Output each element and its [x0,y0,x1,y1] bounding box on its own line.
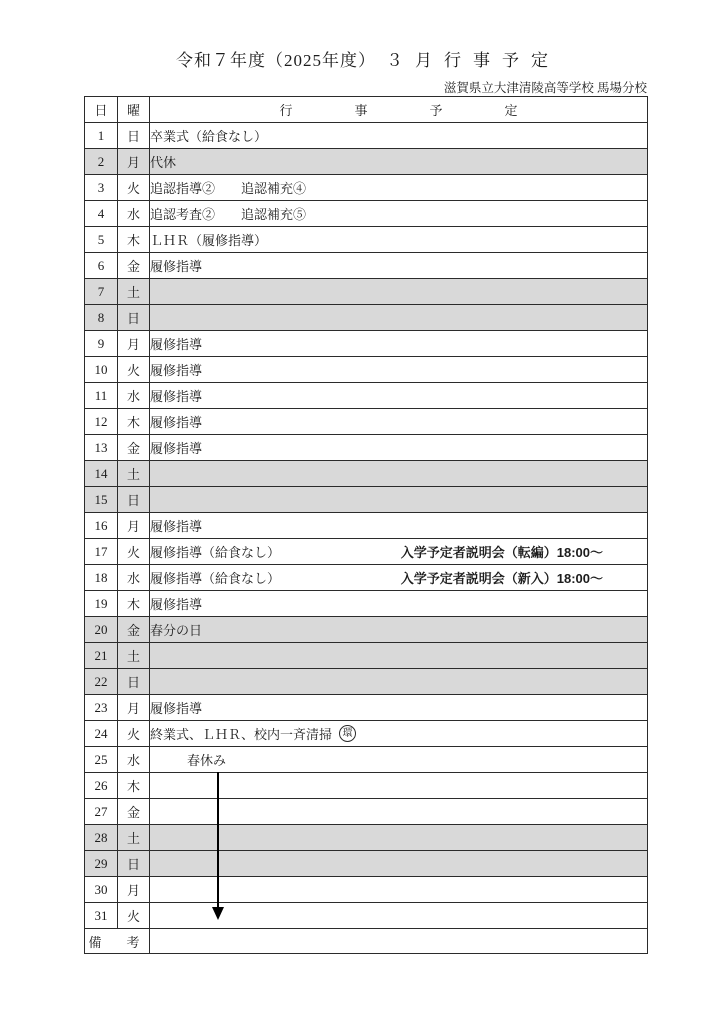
event-cell [150,695,648,721]
event-cell [150,773,648,799]
weekday-cell: 木 [118,227,150,253]
weekday-cell: 木 [118,773,150,799]
table-row [85,591,648,617]
weekday-cell: 水 [118,201,150,227]
event-text: 履修指導 [150,519,203,534]
table-row [85,461,648,487]
event-cell [150,227,648,253]
weekday-cell: 日 [118,851,150,877]
event-cell [150,565,648,591]
day-cell: 6 [85,253,118,279]
event-cell [150,305,648,331]
weekday-cell: 日 [118,123,150,149]
event-text: 代休 [150,155,177,170]
circled-kanji-badge: 環 [339,725,356,742]
table-row [85,409,648,435]
col-header-day: 日 [85,97,118,123]
day-cell: 23 [85,695,118,721]
event-cell [150,903,648,929]
day-cell: 28 [85,825,118,851]
table-row [85,877,648,903]
day-cell: 7 [85,279,118,305]
day-cell: 1 [85,123,118,149]
day-cell: 22 [85,669,118,695]
weekday-cell: 木 [118,591,150,617]
table-row [85,617,648,643]
event-cell [150,643,648,669]
table-row [85,825,648,851]
event-cell [150,799,648,825]
table-row [85,201,648,227]
weekday-cell: 月 [118,877,150,903]
calendar-table-wrap [84,96,647,953]
table-row [85,357,648,383]
day-cell: 15 [85,487,118,513]
weekday-cell: 水 [118,383,150,409]
table-row [85,721,648,747]
notes-label: 備 考 [85,929,150,954]
day-cell: 9 [85,331,118,357]
event-cell [150,825,648,851]
table-row [85,487,648,513]
weekday-cell: 水 [118,747,150,773]
weekday-cell: 火 [118,903,150,929]
event-cell [150,357,648,383]
event-text: 履修指導 [150,415,203,430]
table-row [85,669,648,695]
event-cell [150,747,648,773]
day-cell: 19 [85,591,118,617]
day-cell: 30 [85,877,118,903]
event-text: 履修指導 [150,597,203,612]
table-row [85,643,648,669]
event-cell [150,253,648,279]
weekday-cell: 金 [118,253,150,279]
event-cell [150,877,648,903]
event-text: ＬＨＲ（履修指導） [150,233,268,248]
event-cell [150,149,648,175]
event-cell [150,201,648,227]
event-cell [150,513,648,539]
event-cell [150,461,648,487]
weekday-cell: 月 [118,513,150,539]
event-text: 終業式、ＬＨＲ、校内一斉清掃 [150,727,333,742]
table-row [85,539,648,565]
event-text: 卒業式（給食なし） [150,129,268,144]
col-header-events [150,97,648,123]
event-cell [150,383,648,409]
event-cell [150,591,648,617]
day-cell: 26 [85,773,118,799]
table-row [85,253,648,279]
table-row [85,175,648,201]
header-row [85,97,648,123]
day-cell: 17 [85,539,118,565]
weekday-cell: 水 [118,565,150,591]
day-cell: 13 [85,435,118,461]
spring-break-arrow-head [212,907,224,920]
table-row [85,799,648,825]
spring-break-arrow-line [217,772,219,908]
weekday-cell: 土 [118,279,150,305]
event-text: 履修指導 [150,441,203,456]
table-row [85,773,648,799]
weekday-cell: 火 [118,357,150,383]
col-header-events-label: 行事予定 [279,103,580,118]
event-cell [150,851,648,877]
table-row [85,903,648,929]
day-cell: 12 [85,409,118,435]
weekday-cell: 日 [118,487,150,513]
day-cell: 20 [85,617,118,643]
weekday-cell: 金 [118,617,150,643]
event-text: 春分の日 [150,623,203,638]
weekday-cell: 月 [118,149,150,175]
event-text: 追認指導② 追認補充④ [150,181,307,196]
event-cell [150,539,648,565]
day-cell: 11 [85,383,118,409]
weekday-cell: 火 [118,721,150,747]
table-row [85,565,648,591]
event-cell [150,123,648,149]
weekday-cell: 火 [118,175,150,201]
table-row [85,279,648,305]
day-cell: 16 [85,513,118,539]
day-cell: 29 [85,851,118,877]
table-row [85,227,648,253]
weekday-cell: 木 [118,409,150,435]
event-right-text: 入学予定者説明会（新入）18:00～ [400,571,603,586]
event-cell [150,617,648,643]
title-school-year: 令和７年度（2025年度） [176,51,376,70]
event-cell [150,331,648,357]
event-right-text: 入学予定者説明会（転編）18:00～ [400,545,603,560]
event-cell [150,175,648,201]
day-cell: 25 [85,747,118,773]
event-text: 履修指導 [150,701,203,716]
day-cell: 8 [85,305,118,331]
weekday-cell: 金 [118,799,150,825]
calendar-table [84,96,648,954]
day-cell: 3 [85,175,118,201]
event-text: 春休み [187,753,227,768]
event-text: 履修指導（給食なし） [150,545,281,560]
document-title [0,46,724,71]
table-row [85,123,648,149]
weekday-cell: 土 [118,461,150,487]
event-text: 履修指導 [150,337,203,352]
day-cell: 24 [85,721,118,747]
weekday-cell: 火 [118,539,150,565]
table-row [85,513,648,539]
day-cell: 31 [85,903,118,929]
event-text: 履修指導 [150,259,203,274]
weekday-cell: 月 [118,331,150,357]
day-cell: 5 [85,227,118,253]
calendar-rows [85,123,648,929]
event-text: 履修指導（給食なし） [150,571,281,586]
day-cell: 18 [85,565,118,591]
table-row [85,149,648,175]
table-row [85,695,648,721]
weekday-cell: 土 [118,643,150,669]
day-cell: 21 [85,643,118,669]
table-row [85,435,648,461]
table-row [85,383,648,409]
weekday-cell: 日 [118,305,150,331]
event-text: 追認考査② 追認補充⑤ [150,207,307,222]
table-row [85,851,648,877]
event-text: 履修指導 [150,389,203,404]
event-cell [150,721,648,747]
weekday-cell: 土 [118,825,150,851]
notes-value [150,929,648,954]
day-cell: 10 [85,357,118,383]
weekday-cell: 日 [118,669,150,695]
day-cell: 27 [85,799,118,825]
table-row [85,747,648,773]
day-cell: 2 [85,149,118,175]
table-row [85,305,648,331]
event-cell [150,435,648,461]
event-cell [150,279,648,305]
event-cell [150,409,648,435]
day-cell: 14 [85,461,118,487]
table-row [85,331,648,357]
notes-row [85,929,648,954]
day-cell: 4 [85,201,118,227]
col-header-weekday: 曜 [118,97,150,123]
weekday-cell: 金 [118,435,150,461]
event-cell [150,669,648,695]
event-text: 履修指導 [150,363,203,378]
event-cell [150,487,648,513]
school-name: 滋賀県立大津清陵高等学校 馬場分校 [443,81,647,95]
title-month-schedule: ３月行事予定 [386,51,560,70]
weekday-cell: 月 [118,695,150,721]
